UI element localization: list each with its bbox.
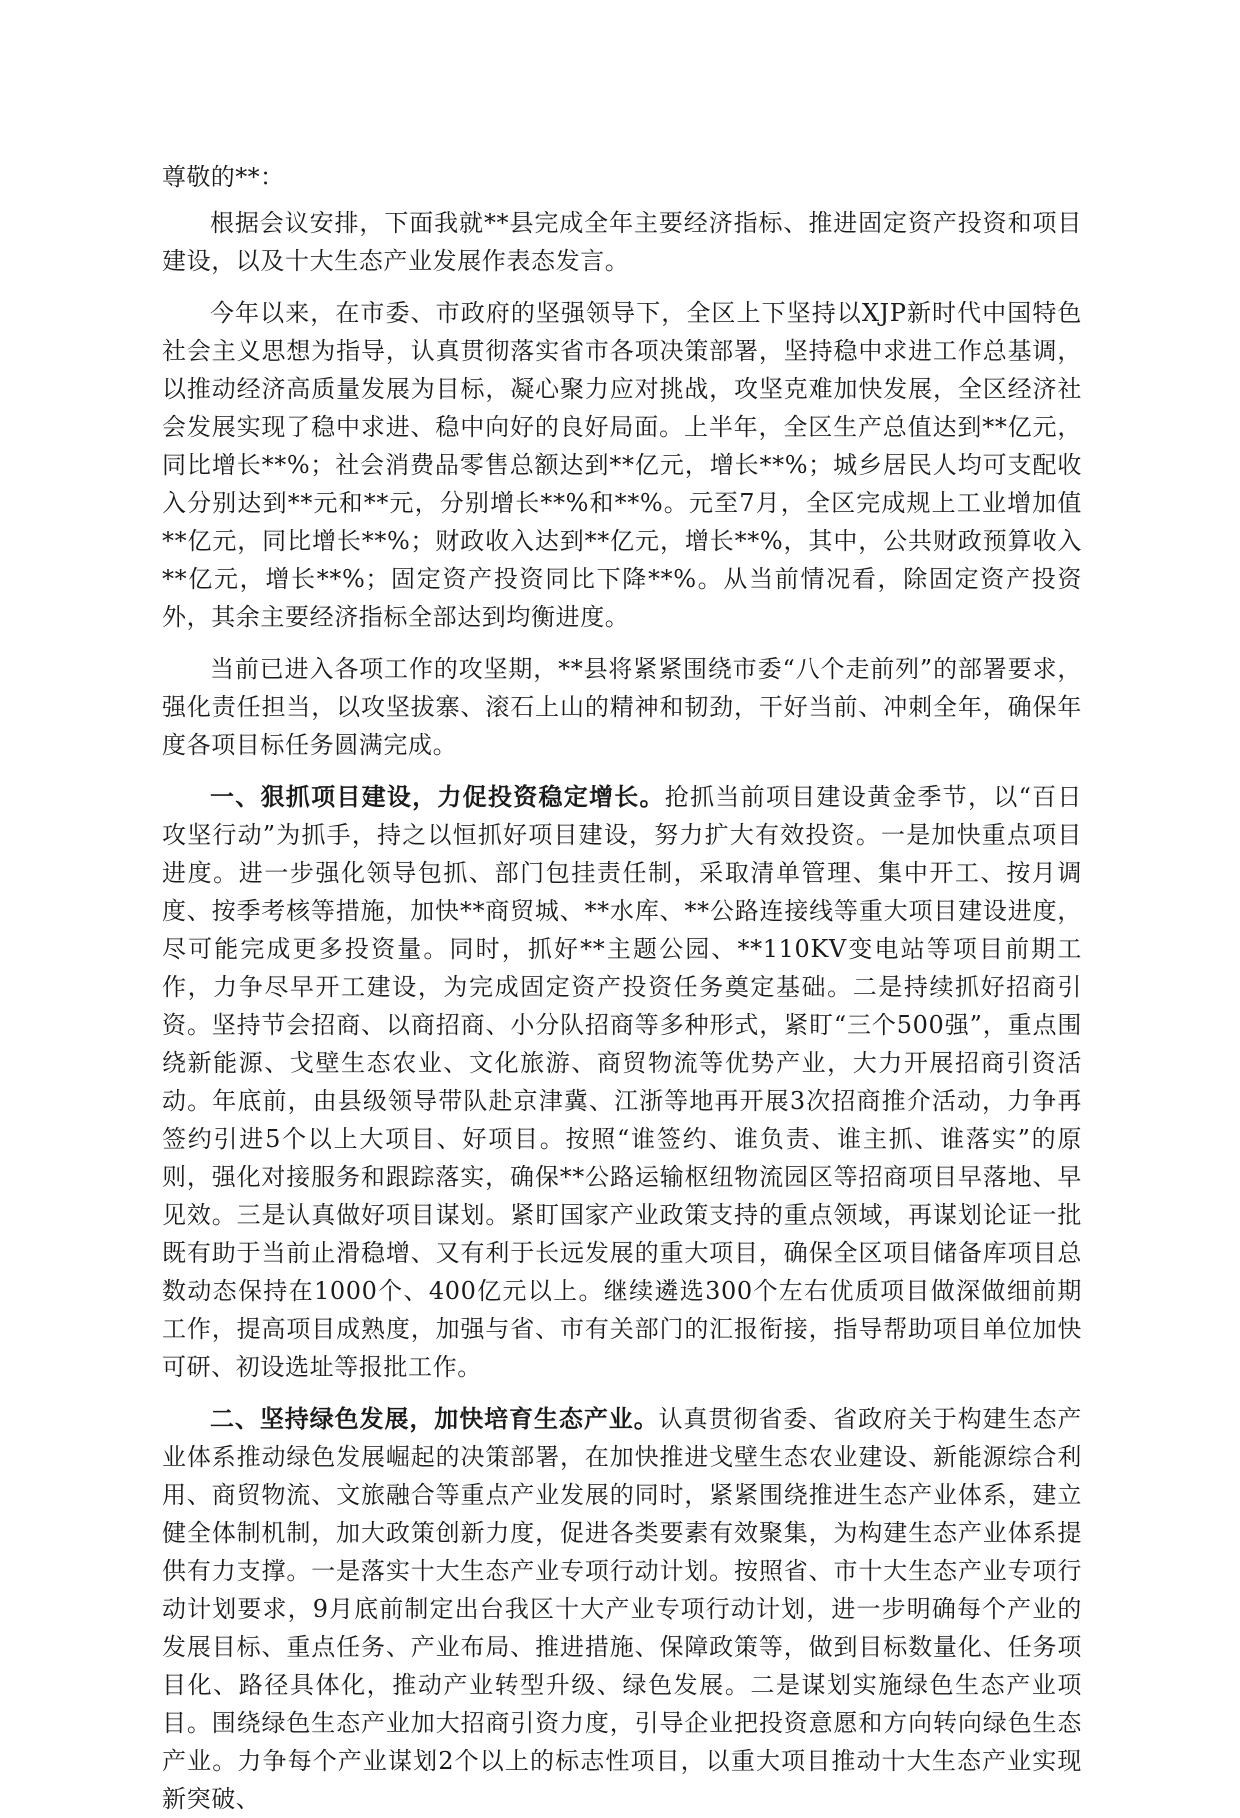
section-heading-two: 二、坚持绿色发展，加快培育生态产业。 <box>210 1404 659 1433</box>
salutation: 尊敬的**： <box>162 163 285 191</box>
paragraph-section-one <box>162 778 1082 1386</box>
paragraph-text: 根据会议安排，下面我就**县完成全年主要经济指标、推进固定资产投资和项目建设，以及十大生态产业发展作表态发言。 <box>162 209 1082 275</box>
paragraph-text: 认真贯彻省委、省政府关于构建生态产业体系推动绿色发展崛起的决策部署，在加快推进戈壁生态农业建设、新能源综合利用、商贸物流、文旅融合等重点产业发展的同时，紧紧围绕推进生态产业体系，建立健全体制机制，加大政策创新力度，促进各类要素有效聚集，为构建生态产业体系提供有力支撑。一是落实十大生态产业专项行动计划。按照省、市十大生态产业专项行动计划要求，9月底前制定出台我区十大产业专项行动计划，进一步明确每个产业的发展目标、重点任务、产业布局、推进措施、保障政策等，做到目标数量化、任务项目化、路径具体化，推动产业转型升级、绿色发展。二是谋划实施绿色生态产业项目。围绕绿色生态产业加大招商引资力度，引导企业把投资意愿和方向转向绿色生态产业。力争每个产业谋划2个以上的标志性项目，以重大项目推动十大生态产业实现新突破、 <box>162 1405 1082 1813</box>
paragraph-text: 抢抓当前项目建设黄金季节，以“百日攻坚行动”为抓手，持之以恒抓好项目建设，努力扩大有效投资。一是加快重点项目进度。进一步强化领导包抓、部门包挂责任制，采取清单管理、集中开工、按月调度、按季考核等措施，加快**商贸城、**水库、**公路连接线等重大项目建设进度，尽可能完成更多投资量。同时，抓好**主题公园、**110KV变电站等项目前期工作，力争尽早开工建设，为完成固定资产投资任务奠定基础。二是持续抓好招商引资。坚持节会招商、以商招商、小分队招商等多种形式，紧盯“三个500强”，重点围绕新能源、戈壁生态农业、文化旅游、商贸物流等优势产业，大力开展招商引资活动。年底前，由县级领导带队赴京津冀、江浙等地再开展3次招商推介活动，力争再签约引进5个以上大项目、好项目。按照“谁签约、谁负责、谁主抓、谁落实”的原则，强化对接服务和跟踪落实，确保**公路运输枢纽物流园区等招商项目早落地、早见效。三是认真做好项目谋划。紧盯国家产业政策支持的重点领域，再谋划论证一批既有助于当前止滑稳增、又有利于长远发展的重大项目，确保全区项目储备库项目总数动态保持在1000个、400亿元以上。继续遴选300个左右优质项目做深做细前期工作，提高项目成熟度，加强与省、市有关部门的汇报衔接，指导帮助项目单位加快可研、初设选址等报批工作。 <box>162 783 1082 1381</box>
paragraph-intro <box>162 204 1082 280</box>
section-heading-one: 一、狠抓项目建设，力促投资稳定增长。 <box>210 782 665 811</box>
paragraph-economy-overview <box>162 294 1082 636</box>
paragraph-text: 当前已进入各项工作的攻坚期，**县将紧紧围绕市委“八个走前列”的部署要求，强化责任担当，以攻坚拔寨、滚石上山的精神和韧劲，干好当前、冲刺全年，确保年度各项目标任务圆满完成。 <box>162 655 1082 759</box>
paragraph-text: 今年以来，在市委、市政府的坚强领导下，全区上下坚持以XJP新时代中国特色社会主义思想为指导，认真贯彻落实省市各项决策部署，坚持稳中求进工作总基调，以推动经济高质量发展为目标，凝心聚力应对挑战，攻坚克难加快发展，全区经济社会发展实现了稳中求进、稳中向好的良好局面。上半年，全区生产总值达到**亿元，同比增长**%；社会消费品零售总额达到**亿元，增长**%；城乡居民人均可支配收入分别达到**元和**元，分别增长**%和**%。元至7月，全区完成规上工业增加值**亿元，同比增长**%；财政收入达到**亿元，增长**%，其中，公共财政预算收入**亿元，增长**%；固定资产投资同比下降**%。从当前情况看，除固定资产投资外，其余主要经济指标全部达到均衡进度。 <box>162 299 1082 631</box>
paragraph-section-two <box>162 1400 1082 1818</box>
paragraph-commitment <box>162 650 1082 764</box>
